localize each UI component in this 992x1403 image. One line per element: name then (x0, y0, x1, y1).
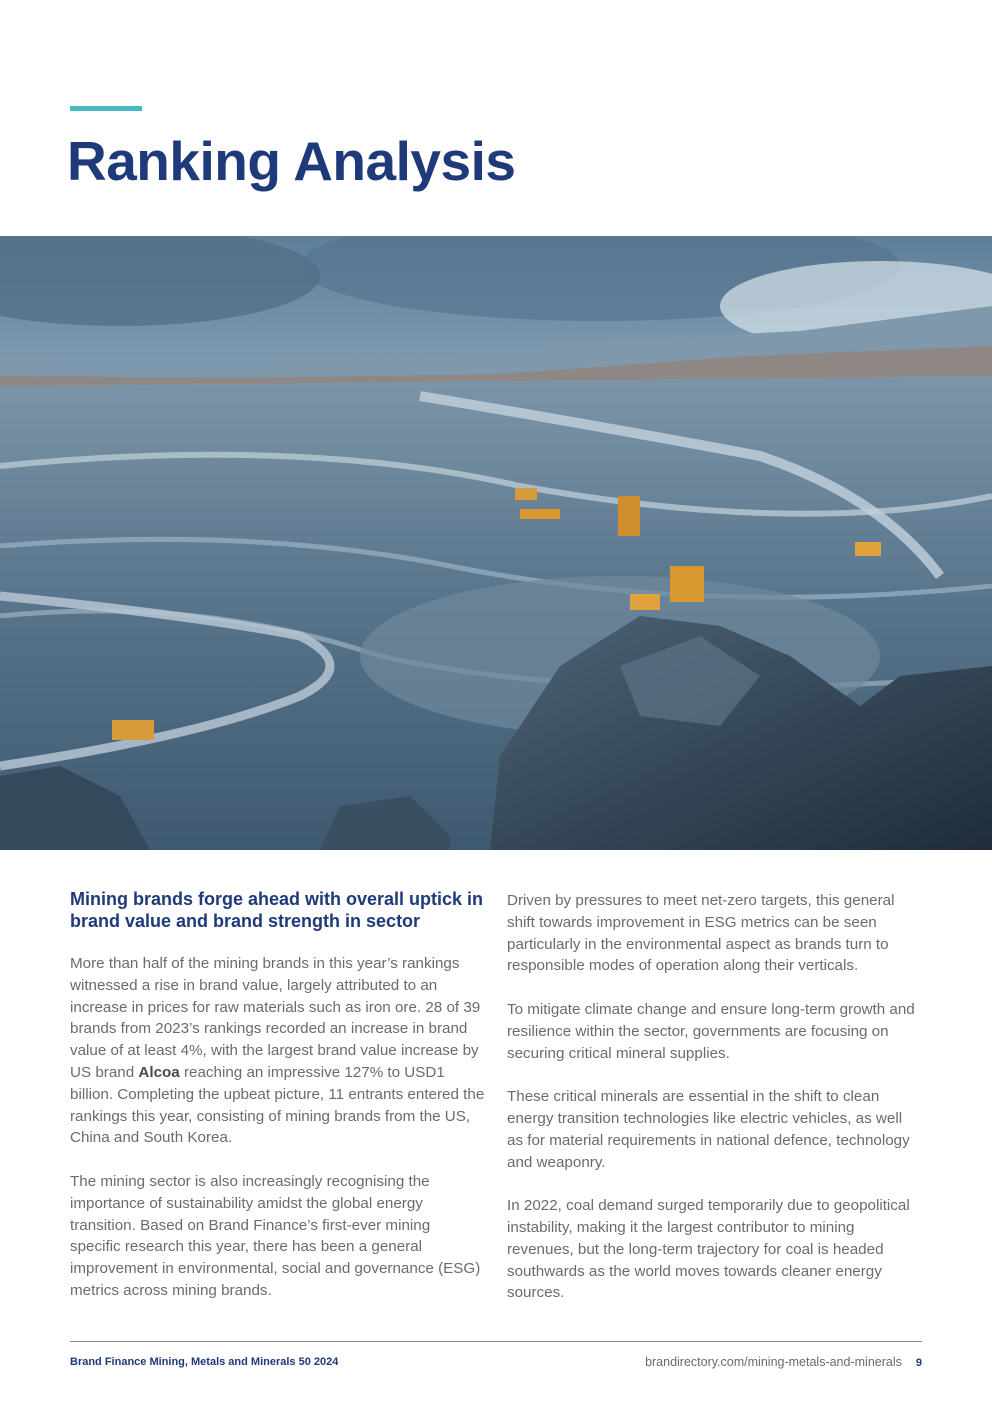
hero-image (0, 236, 992, 850)
page-number: 9 (915, 1357, 922, 1369)
left-column (70, 888, 485, 1324)
section-heading: Mining brands forge ahead with overall uptick in brand value and brand strength in sector (70, 889, 484, 931)
left-paragraph-1-end: reaching an impressive 127% to USD1 billion. Completing the upbeat picture, 11 entrants entered the rankings this year, consisting of mining brands from the US, China and South Korea. (70, 1063, 485, 1147)
footer-right (645, 1355, 922, 1369)
left-paragraph-1 (70, 953, 485, 1149)
footer-url-link[interactable]: brandirectory.com/mining-metals-and-minerals (645, 1355, 902, 1369)
title-accent-bar (70, 106, 142, 111)
right-column (507, 890, 922, 1326)
left-paragraph-1-start: More than half of the mining brands in this year’s rankings witnessed a rise in brand value, largely attributed to an increase in prices for raw materials such as iron ore. 28 of 39 brands from 2023’s rankings recorded an increase in brand value of at least 4%, with the largest brand value increase by US brand (70, 955, 481, 1081)
brand-name-alcoa: Alcoa (138, 1063, 180, 1081)
left-paragraph-2: The mining sector is also increasingly recognising the importance of sustainability amidst the global energy transition. Based on Brand Finance’s first-ever mining specific research this year, there has been a general improvement in environmental, social and governance (ESG) metrics across mining brands. (70, 1172, 481, 1299)
footer-publication: Brand Finance Mining, Metals and Minerals 50 2024 (70, 1356, 339, 1368)
footer-divider (70, 1341, 922, 1342)
right-paragraph-3: These critical minerals are essential in the shift to clean energy transition technologies like electric vehicles, as well as for material requirements in national defence, technology and weaponry. (507, 1088, 910, 1171)
right-paragraph-1: Driven by pressures to meet net-zero targets, this general shift towards improvement in ESG metrics can be seen particularly in the environmental aspect as brands turn to responsible modes of operation along their verticals. (507, 892, 895, 975)
right-paragraph-2: To mitigate climate change and ensure long-term growth and resilience within the sector, governments are focusing on securing critical mineral supplies. (507, 1000, 915, 1062)
right-paragraph-4: In 2022, coal demand surged temporarily due to geopolitical instability, making it the largest contributor to mining revenues, but the long-term trajectory for coal is headed southwards as the world moves towards cleaner energy sources. (507, 1197, 910, 1302)
page-title: Ranking Analysis (67, 130, 516, 192)
